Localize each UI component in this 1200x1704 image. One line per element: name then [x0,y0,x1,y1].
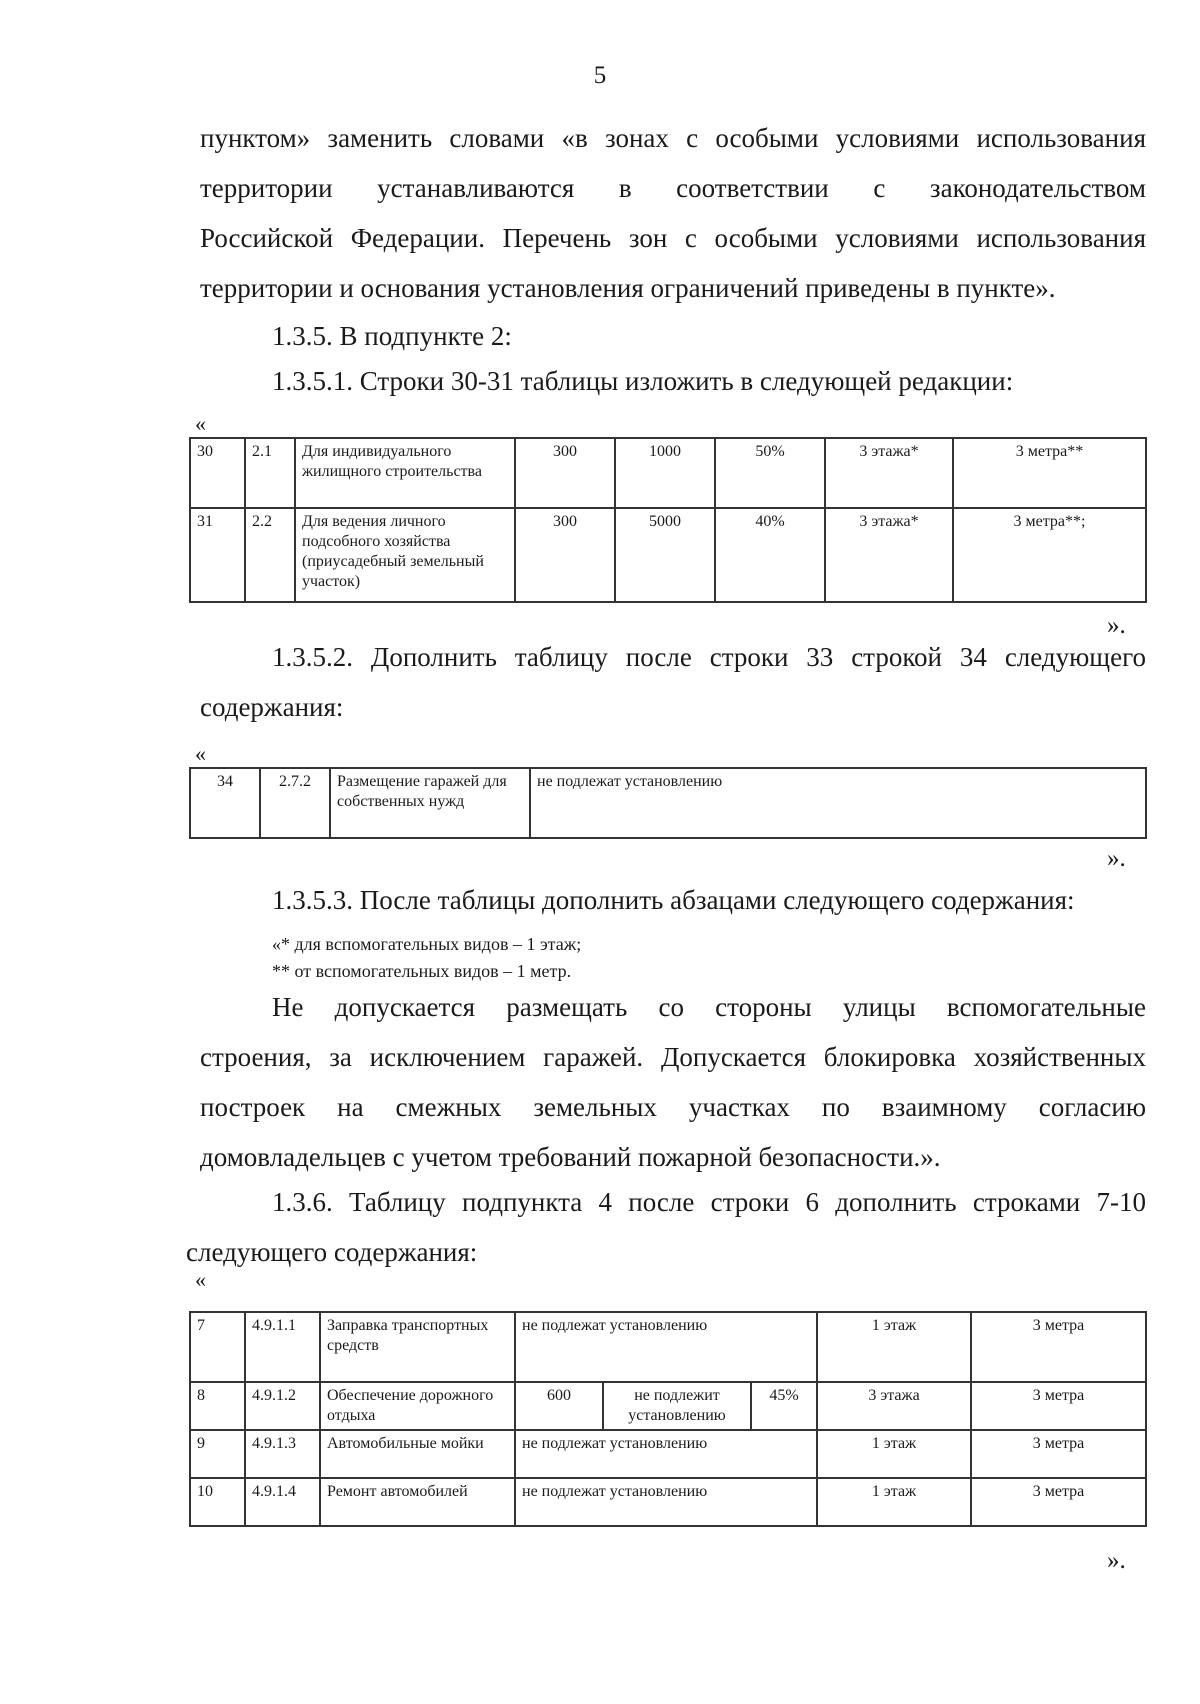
row-number: 10 [190,1478,245,1526]
code-cell: 4.9.1.2 [245,1382,320,1430]
name-cell: Для ведения личного подсобного хозяйства (приусадебный земельный участок) [295,508,515,602]
not-established-cell: не подлежат установлению [515,1312,817,1382]
table-row [190,768,1146,838]
code-cell: 2.1 [245,438,295,508]
not-established-cell: не подлежат установлению [515,1478,817,1526]
intro-line-2: территории устанавливаются в соответствии с законодательством [200,173,1146,203]
row-number: 7 [190,1312,245,1382]
item-1-3-5-2-line-2: содержания: [200,692,344,722]
quote-close-2: ». [1107,845,1126,872]
table-row [190,1312,1146,1382]
setback-cell: 3 метра** [953,438,1146,508]
paragraph-line-4: домовладельцев с учетом требований пожарной безопасности.». [200,1142,941,1172]
zoning-table-rows-7-10 [189,1311,1147,1527]
item-1-3-5-2-line-1: 1.3.5.2. Дополнить таблицу после строки 33 строкой 34 следующего [272,642,1146,672]
intro-line-1: пунктом» заменить словами «в зонах с особыми условиями использования [200,123,1146,153]
setback-cell: 3 метра [971,1478,1146,1526]
item-1-3-5-2 [200,632,1146,732]
code-cell: 4.9.1.4 [245,1478,320,1526]
item-1-3-5-1: 1.3.5.1. Строки 30-31 таблицы изложить в следующей редакции: [272,366,1014,396]
row-number: 30 [190,438,245,508]
name-cell: Для индивидуального жилищного строительства [295,438,515,508]
garage-paragraph [200,982,1146,1182]
floors-cell: 3 этажа* [825,508,953,602]
setback-cell: 3 метра [971,1382,1146,1430]
floors-cell: 3 этажа [817,1382,971,1430]
quote-open-3: « [195,1267,206,1292]
floors-cell: 1 этаж [817,1430,971,1478]
quote-close-3: ». [1107,1547,1126,1574]
table-row [190,508,1146,602]
min-area-cell: 600 [515,1382,603,1430]
not-established-cell: не подлежат установлению [530,768,1146,838]
coverage-cell: 40% [715,508,825,602]
item-1-3-6-line-2: следующего содержания: [186,1237,478,1267]
page-number: 5 [593,62,607,89]
item-1-3-5: 1.3.5. В подпункте 2: [272,321,512,351]
max-area-cell: 1000 [615,438,715,508]
code-cell: 2.2 [245,508,295,602]
quote-open-2: « [195,741,206,766]
table-row [190,1430,1146,1478]
min-area-cell: 300 [515,508,615,602]
setback-cell: 3 метра [971,1312,1146,1382]
name-cell: Ремонт автомобилей [320,1478,515,1526]
paragraph-line-2: строения, за исключением гаражей. Допускается блокировка хозяйственных [200,1042,1146,1072]
max-area-cell: не подлежит установлению [603,1382,751,1430]
min-area-cell: 300 [515,438,615,508]
footnote-1: «* для вспомогательных видов – 1 этаж; [272,934,582,954]
code-cell: 2.7.2 [260,768,330,838]
not-established-cell: не подлежат установлению [515,1430,817,1478]
row-number: 8 [190,1382,245,1430]
footnote-2: ** от вспомогательных видов – 1 метр. [272,961,572,981]
table-row [190,438,1146,508]
paragraph-line-3: построек на смежных земельных участках по взаимному согласию [200,1092,1146,1122]
intro-line-4: территории и основания установления ограничений приведены в пункте». [200,273,1056,303]
floors-cell: 1 этаж [817,1312,971,1382]
name-cell: Заправка транспортных средств [320,1312,515,1382]
name-cell: Автомобильные мойки [320,1430,515,1478]
row-number: 9 [190,1430,245,1478]
item-1-3-6-line-1: 1.3.6. Таблицу подпункта 4 после строки 6 дополнить строками 7-10 [272,1187,1146,1217]
row-number: 34 [190,768,260,838]
table-row [190,1382,1146,1430]
item-1-3-5-3: 1.3.5.3. После таблицы дополнить абзацами следующего содержания: [272,885,1075,915]
zoning-table-row-34 [189,767,1147,839]
row-number: 31 [190,508,245,602]
setback-cell: 3 метра**; [953,508,1146,602]
code-cell: 4.9.1.1 [245,1312,320,1382]
paragraph-line-1: Не допускается размещать со стороны улицы вспомогательные [272,992,1146,1022]
table-row [190,1478,1146,1526]
name-cell: Размещение гаражей для собственных нужд [330,768,530,838]
setback-cell: 3 метра [971,1430,1146,1478]
zoning-table-rows-30-31 [189,437,1147,603]
name-cell: Обеспечение дорожного отдыха [320,1382,515,1430]
coverage-cell: 45% [751,1382,817,1430]
quote-close-1: ». [1107,612,1126,639]
coverage-cell: 50% [715,438,825,508]
floors-cell: 1 этаж [817,1478,971,1526]
max-area-cell: 5000 [615,508,715,602]
item-1-3-6 [186,1177,1146,1277]
intro-paragraph [200,113,1146,313]
floors-cell: 3 этажа* [825,438,953,508]
code-cell: 4.9.1.3 [245,1430,320,1478]
intro-line-3: Российской Федерации. Перечень зон с особыми условиями использования [200,223,1146,253]
quote-open-1: « [195,411,206,436]
